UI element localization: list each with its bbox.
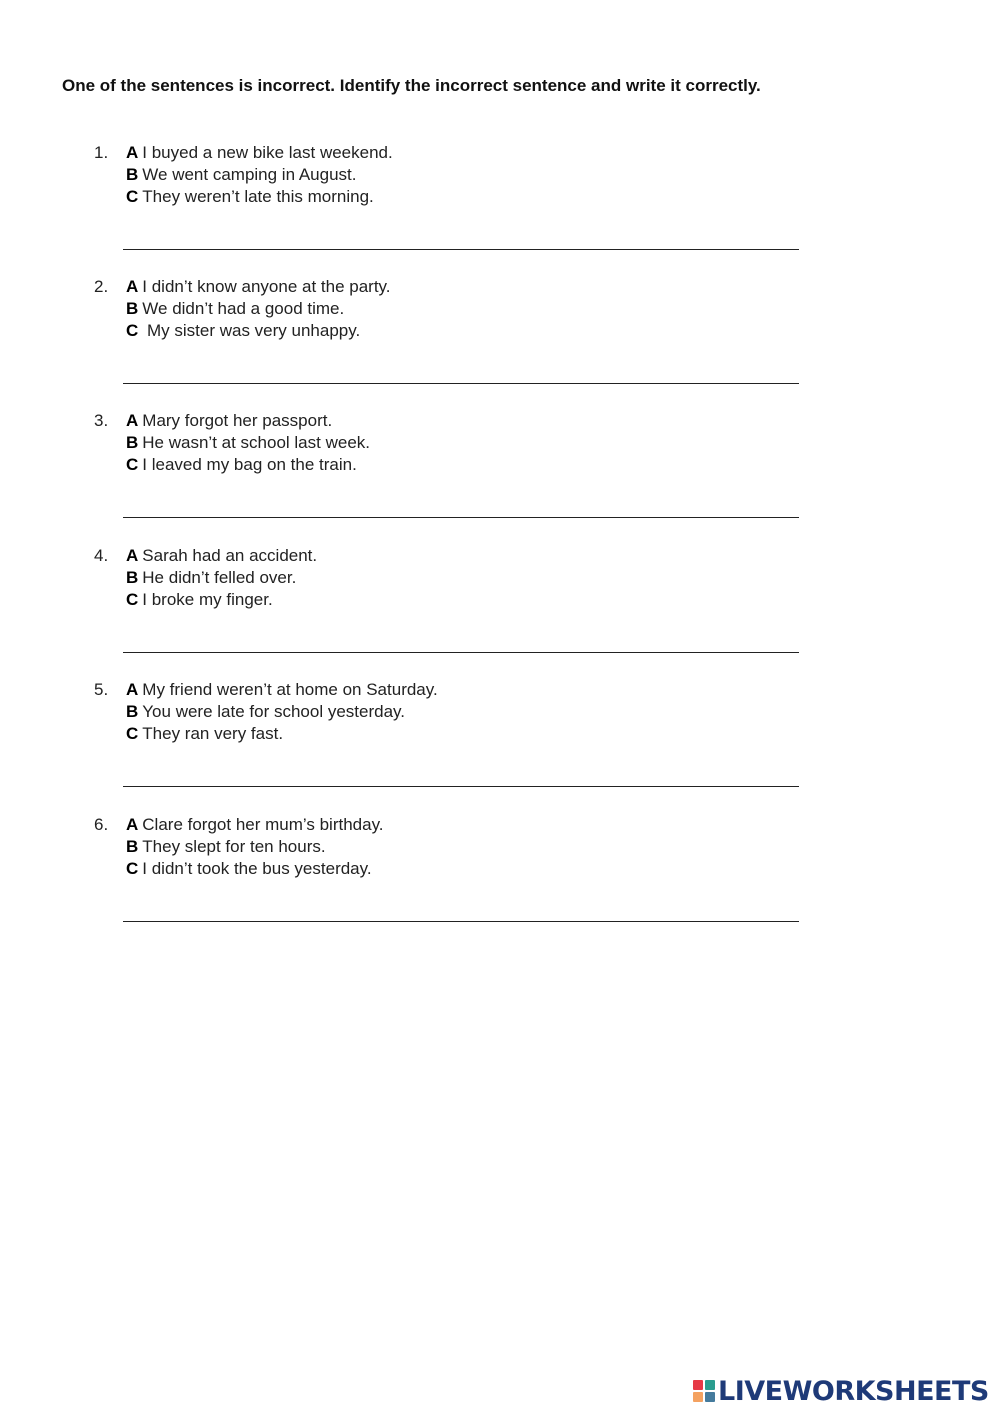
logo-square-4	[705, 1392, 715, 1402]
option-text: You were late for school yesterday.	[142, 702, 405, 721]
answer-line[interactable]	[123, 383, 799, 384]
option-text: I didn’t know anyone at the party.	[142, 277, 391, 296]
logo-square-3	[693, 1392, 703, 1402]
option-c	[126, 320, 360, 342]
option-text: My sister was very unhappy.	[142, 321, 361, 340]
option-text: He wasn’t at school last week.	[142, 433, 370, 452]
question-number: 2.	[94, 277, 109, 296]
option-letter: C	[126, 859, 139, 878]
question-number: 4.	[94, 546, 109, 565]
option-text: They slept for ten hours.	[142, 837, 326, 856]
logo-square-1	[693, 1380, 703, 1390]
option-text: My friend weren’t at home on Saturday.	[142, 680, 438, 699]
option-a	[126, 142, 393, 164]
option-b	[126, 298, 344, 320]
question-5	[0, 679, 1000, 814]
liveworksheets-logo-icon	[693, 1380, 715, 1402]
option-text: We didn’t had a good time.	[142, 299, 345, 318]
option-letter: B	[126, 299, 139, 318]
option-a	[126, 679, 438, 701]
question-3	[0, 410, 1000, 545]
option-c	[126, 858, 372, 880]
logo-square-2	[705, 1380, 715, 1390]
logo-text: LIVEWORKSHEETS	[718, 1375, 989, 1407]
option-letter: A	[126, 680, 139, 699]
option-text: I leaved my bag on the train.	[142, 455, 357, 474]
option-b	[126, 836, 326, 858]
option-letter: C	[126, 455, 139, 474]
option-letter: A	[126, 546, 139, 565]
option-c	[126, 723, 283, 745]
option-text: He didn’t felled over.	[142, 568, 297, 587]
question-number: 3.	[94, 411, 109, 430]
instructions: One of the sentences is incorrect. Identify the incorrect sentence and write it correctly.	[62, 76, 761, 95]
answer-line[interactable]	[123, 786, 799, 787]
option-c	[126, 589, 273, 611]
question-4	[0, 545, 1000, 680]
option-b	[126, 567, 296, 589]
option-letter: A	[126, 411, 139, 430]
option-a	[126, 545, 317, 567]
option-text: I buyed a new bike last weekend.	[142, 143, 393, 162]
option-text: Sarah had an accident.	[142, 546, 318, 565]
option-a	[126, 410, 332, 432]
option-text: I broke my finger.	[142, 590, 273, 609]
answer-line[interactable]	[123, 921, 799, 922]
option-text: They weren’t late this morning.	[142, 187, 374, 206]
option-letter: C	[126, 187, 139, 206]
option-letter: B	[126, 702, 139, 721]
question-6	[0, 814, 1000, 949]
option-letter: C	[126, 590, 139, 609]
option-a	[126, 814, 384, 836]
option-text: They ran very fast.	[142, 724, 284, 743]
option-b	[126, 432, 370, 454]
question-2	[0, 276, 1000, 411]
answer-line[interactable]	[123, 517, 799, 518]
option-b	[126, 164, 356, 186]
option-letter: A	[126, 277, 139, 296]
question-number: 5.	[94, 680, 109, 699]
option-letter: A	[126, 815, 139, 834]
option-letter: C	[126, 321, 139, 340]
option-letter: B	[126, 568, 139, 587]
answer-line[interactable]	[123, 249, 799, 250]
option-letter: C	[126, 724, 139, 743]
liveworksheets-logo	[693, 1374, 989, 1408]
question-number: 6.	[94, 815, 109, 834]
option-letter: A	[126, 143, 139, 162]
answer-line[interactable]	[123, 652, 799, 653]
option-c	[126, 186, 374, 208]
question-1	[0, 142, 1000, 277]
option-text: Clare forgot her mum’s birthday.	[142, 815, 384, 834]
option-text: We went camping in August.	[142, 165, 357, 184]
option-a	[126, 276, 391, 298]
option-letter: B	[126, 837, 139, 856]
option-letter: B	[126, 433, 139, 452]
option-text: I didn’t took the bus yesterday.	[142, 859, 372, 878]
option-c	[126, 454, 357, 476]
option-b	[126, 701, 405, 723]
question-number: 1.	[94, 143, 109, 162]
option-text: Mary forgot her passport.	[142, 411, 333, 430]
option-letter: B	[126, 165, 139, 184]
